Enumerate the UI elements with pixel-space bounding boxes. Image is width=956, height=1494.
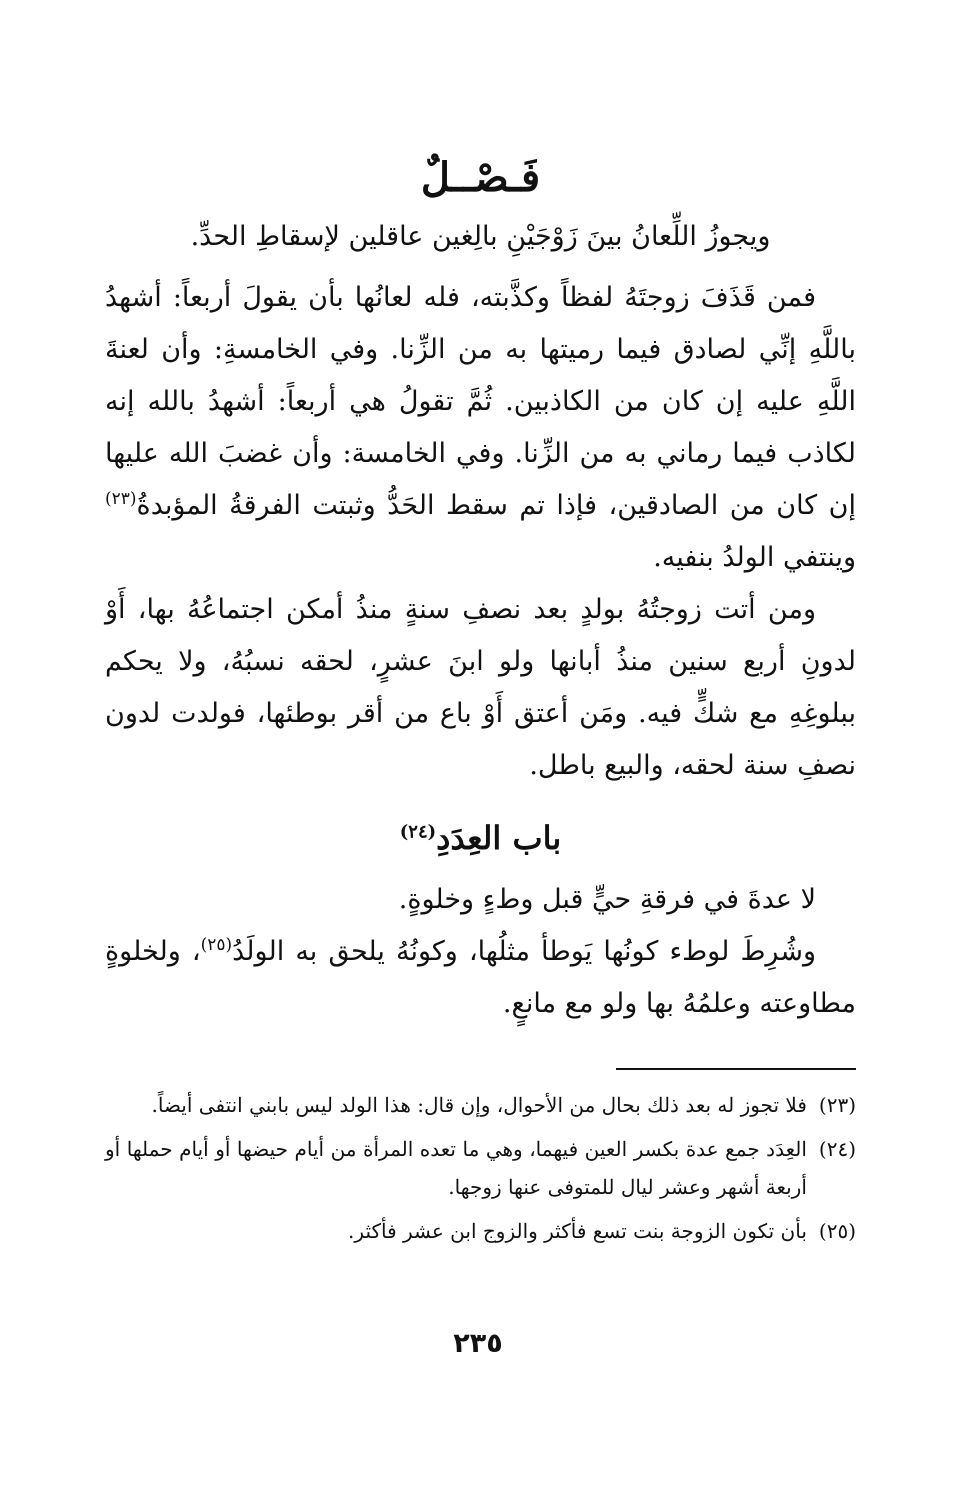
footnote-number: (٢٤) (818, 1137, 856, 1161)
paragraph-conditions (105, 926, 856, 1030)
section-heading: فَـصْــلٌ (420, 154, 541, 201)
paragraph-text: ومن أتت زوجتُهُ بولدٍ بعد نصفِ سنةٍ منذُ أمكن اجتماعُهُ بها، أَوْ لدونِ أربع سنين منذُ أبانها ولو ابنَ عشرٍ، لحقه نسبُهُ، ولا يحكم ببلوغِهِ مع شكٍّ فيه. ومَن أعتق أَوْ باع من أقر بوطئها، فولدت لدون نصفِ سنة لحقه، والبيع باطل. (105, 594, 856, 781)
footnote-text: بأن تكون الزوجة بنت تسع فأكثر والزوج ابن عشر فأكثر. (348, 1219, 807, 1243)
paragraph-text: لا عدةَ في فرقةِ حيٍّ قبل وطءٍ وخلوةٍ. (398, 884, 816, 915)
footnote-ref-25: (٢٥) (200, 935, 233, 955)
footnote-text: فلا تجوز له بعد ذلك بحال من الأحوال، وإن قال: هذا الولد ليس بابني انتفى أيضاً. (151, 1093, 807, 1117)
footnote-24 (105, 1130, 856, 1206)
paragraph-text: وشُرِطَ لوطء كونُها يَوطأ مثلُها، وكونُهُ يلحق به الولَدُ (232, 936, 816, 967)
footnote-23 (105, 1086, 856, 1124)
paragraph-nasab (105, 584, 856, 792)
book-page (105, 150, 856, 1256)
footnote-number: (٢٣) (818, 1093, 856, 1117)
page-number: ٢٣٥ (453, 1328, 503, 1359)
paragraph-text-continued: وينتفي الولدُ بنفيه. (653, 542, 856, 573)
footnote-ref-24: (٢٤) (399, 821, 437, 843)
footnote-text: العِدَد جمع عدة بكسر العين فيهما، وهي ما تعده المرأة من أيام حيضها أو أيام حملها أو أربعة أشهر وعشر ليال للمتوفى عنها زوجها. (105, 1137, 807, 1199)
footnote-ref-23: (٢٣) (105, 489, 137, 509)
paragraph-lian (105, 272, 856, 584)
footnote-divider (616, 1068, 856, 1070)
paragraph-no-iddah (105, 874, 856, 926)
paragraph-text: فمن قَذَفَ زوجتَهُ لفظاً وكذَّبته، فله لعانُها بأن يقولَ أربعاً: أشهدُ باللَّهِ إنِّي لصادق فيما رميتها به من الزِّنا. وفي الخامسةِ: وأن لعنةَ اللَّهِ عليه إن كان من الكاذبين. ثُمَّ تقولُ هي أربعاً: أشهدُ بالله إنه لكاذب فيما رماني به من الزِّنا. وفي الخامسة: وأن غضبَ الله عليها إن كان من الصادقين، فإذا تم سقط الحَدُّ وثبتت الفرقةُ المؤبدةُ (105, 282, 856, 521)
opening-line: ويجوزُ اللِّعانُ بينَ زَوْجَيْنِ بالِغين عاقلين لإسقاطِ الحدِّ. (190, 221, 771, 252)
footnote-number: (٢٥) (818, 1219, 856, 1243)
footnote-25 (105, 1212, 856, 1250)
chapter-title-text: باب العِدَدِ (436, 819, 562, 857)
chapter-heading (105, 810, 856, 866)
paragraph-text-continued: ، ولخلوةٍ مطاوعته وعلمُهُ بها ولو مع مانعٍ. (105, 936, 856, 1019)
